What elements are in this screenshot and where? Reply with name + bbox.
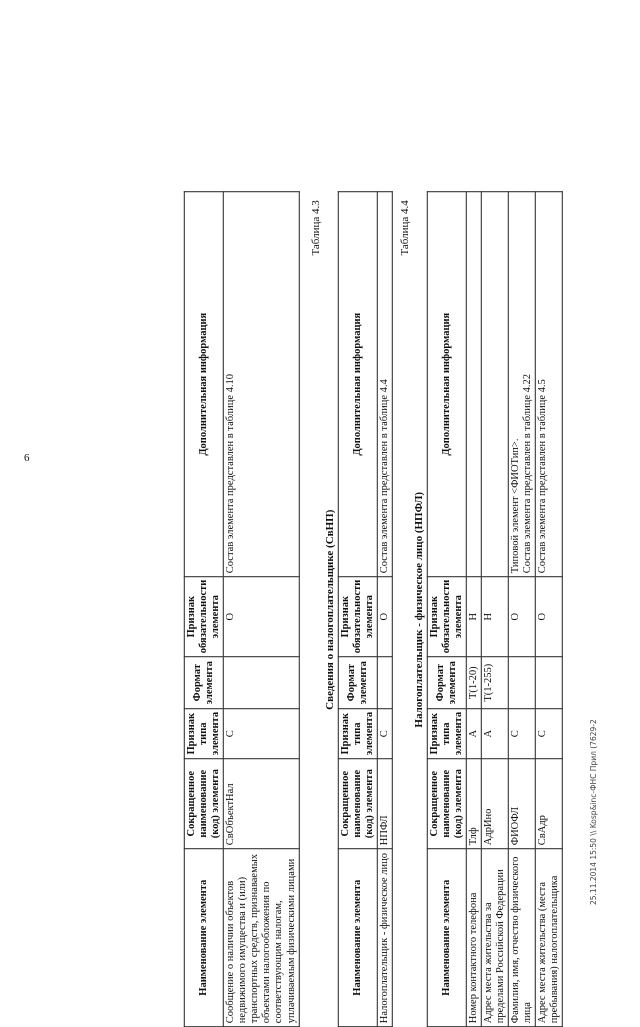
- header-type: Признак типа элемента: [427, 709, 466, 759]
- table-header-row: [184, 192, 223, 1027]
- cell-info: [481, 192, 508, 577]
- cell-format: [536, 657, 563, 709]
- table-title: Налогоплательщик - физическое лицо (НПФЛ): [412, 491, 425, 728]
- header-name: Наименование элемента: [184, 849, 223, 1027]
- cell-name: Налогоплательщик - физическое лицо: [377, 849, 392, 1027]
- header-info: Дополнительная информация: [338, 192, 377, 577]
- table-taxpayer-info: [337, 191, 392, 1027]
- cell-type: С: [508, 709, 535, 759]
- cell-type: А: [466, 709, 481, 759]
- cell-info: Состав элемента представлен в таблице 4.4: [377, 192, 392, 577]
- cell-code: СвАдр: [536, 759, 563, 849]
- header-code: Сокращенное наименование (код) элемента: [338, 759, 377, 849]
- header-name: Наименование элемента: [427, 849, 466, 1027]
- cell-name: Адрес места жительства (места пребывания) налогоплательщика: [536, 849, 563, 1027]
- cell-type: С: [223, 709, 298, 759]
- table-individual-taxpayer: [427, 191, 564, 1027]
- header-format: Формат элемента: [184, 657, 223, 709]
- cell-name: Фамилия, имя, отчество физического лица: [508, 849, 535, 1027]
- header-code: Сокращенное наименование (код) элемента: [427, 759, 466, 849]
- cell-required: О: [508, 577, 535, 657]
- table-row: [481, 192, 508, 1027]
- header-format: Формат элемента: [427, 657, 466, 709]
- cell-info: Состав элемента представлен в таблице 4.10: [223, 192, 298, 577]
- table-header-row: [338, 192, 377, 1027]
- header-required: Признак обязательности элемента: [184, 577, 223, 657]
- cell-name: Адрес места жительства за пределами Российской Федерации: [481, 849, 508, 1027]
- header-required: Признак обязательности элемента: [338, 577, 377, 657]
- footer-stamp-area: [589, 719, 638, 905]
- cell-required: Н: [481, 577, 508, 657]
- cell-type: С: [536, 709, 563, 759]
- cell-info: Типовой элемент <ФИОТип>. Состав элемента представлен в таблице 4.22: [508, 192, 535, 577]
- cell-type: А: [481, 709, 508, 759]
- cell-required: О: [377, 577, 392, 657]
- cell-format: Т(1-255): [481, 657, 508, 709]
- cell-required: О: [536, 577, 563, 657]
- cell-required: Н: [466, 577, 481, 657]
- header-info: Дополнительная информация: [184, 192, 223, 577]
- cell-name: Номер контактного телефона: [466, 849, 481, 1027]
- table-elements-continued: [184, 191, 300, 1027]
- header-code: Сокращенное наименование (код) элемента: [184, 759, 223, 849]
- table-row: [223, 192, 298, 1027]
- header-type: Признак типа элемента: [184, 709, 223, 759]
- cell-code: НПФЛ: [377, 759, 392, 849]
- header-type: Признак типа элемента: [338, 709, 377, 759]
- table-label: Таблица 4.3: [309, 200, 322, 256]
- footer-stamp: 25.11.2014 15:50 \\ Kosp&inc-ФНС Прил (7629-2: [589, 719, 598, 905]
- rotated-content: [184, 192, 563, 1027]
- table-label: Таблица 4.4: [398, 200, 411, 256]
- cell-name: Сообщение о наличии объектов недвижимого имущества и (или) транспортных средств, признаваемых объектами налогообложения по соответствующим налогам, уплачиваемым физическими лицами: [223, 849, 298, 1027]
- cell-code: АдрИно: [481, 759, 508, 849]
- cell-type: С: [377, 709, 392, 759]
- table-row: [508, 192, 535, 1027]
- header-format: Формат элемента: [338, 657, 377, 709]
- cell-code: СвОбъектНал: [223, 759, 298, 849]
- table-body: [466, 192, 562, 1027]
- cell-info: Состав элемента представлен в таблице 4.5: [536, 192, 563, 577]
- cell-code: ФИОФЛ: [508, 759, 535, 849]
- cell-format: [377, 657, 392, 709]
- cell-format: Т(1-20): [466, 657, 481, 709]
- table-header-row: [427, 192, 466, 1027]
- page-number: 6: [24, 452, 30, 464]
- cell-format: [223, 657, 298, 709]
- cell-code: Тлф: [466, 759, 481, 849]
- table-row: [377, 192, 392, 1027]
- cell-info: [466, 192, 481, 577]
- cell-required: О: [223, 577, 298, 657]
- cell-format: [508, 657, 535, 709]
- header-info: Дополнительная информация: [427, 192, 466, 577]
- table-row: [466, 192, 481, 1027]
- header-required: Признак обязательности элемента: [427, 577, 466, 657]
- table-row: [536, 192, 563, 1027]
- table-title: Сведения о налогоплательщике (СвНП): [323, 509, 336, 710]
- header-name: Наименование элемента: [338, 849, 377, 1027]
